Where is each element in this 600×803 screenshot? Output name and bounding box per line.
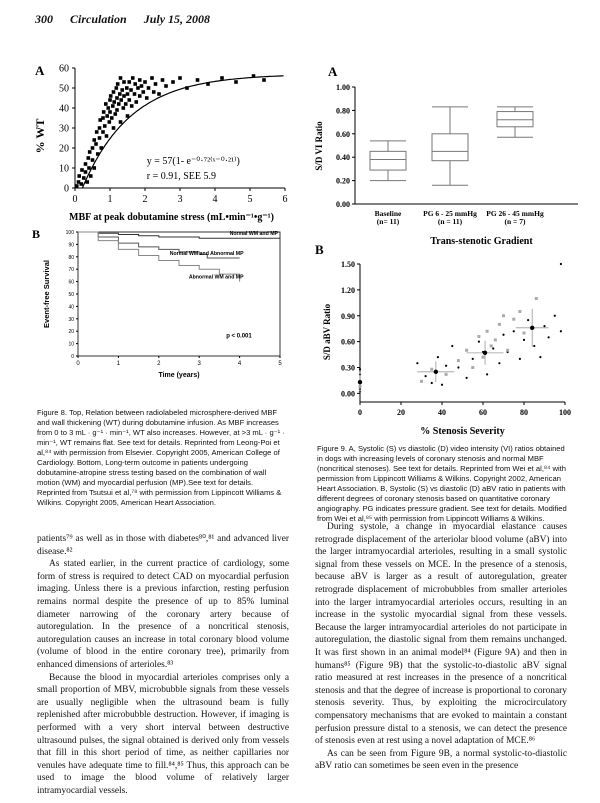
panel-label: A (328, 64, 338, 79)
data-point (445, 365, 447, 367)
data-point (147, 86, 151, 90)
data-point (512, 318, 515, 321)
data-point (548, 336, 550, 338)
y-tick-label: 30 (68, 316, 74, 323)
data-point (82, 176, 86, 180)
data-point (129, 88, 133, 92)
y-tick-label: 100 (65, 230, 74, 236)
data-point (112, 100, 116, 104)
data-point (498, 323, 501, 326)
data-point (84, 162, 88, 166)
data-point (113, 112, 117, 116)
figure-8a-scatter (30, 58, 295, 226)
data-point (486, 373, 488, 375)
figure-9-caption: Figure 9. A, Systolic (S) vs diastolic (D) video intensity (VI) ratios obtained in dogs with increasing levels of coronary stenosis and normal MBF (noncritical stenoses). See text for details. Reprinted from Wei et al,⁸⁴ with permission from Lippincott Williams & Wilkins. Copyright 2002, American Heart Association. B, Systolic (S) vs diastolic (D) aBV ratio in patients with different degrees of coronary stenosis based on quantitative coronary angiography. PG indicates pressure gradient. See text for details. Modified from Wei et al,⁸⁵ with permission from Lippincott Williams & Wilkins. (317, 444, 567, 523)
x-tick-label: 4 (237, 361, 242, 367)
mean-point (434, 370, 438, 374)
data-point (131, 76, 135, 80)
page-number: 300 (35, 12, 53, 26)
data-point (143, 80, 147, 84)
box (497, 112, 533, 127)
data-point (471, 366, 474, 369)
x-axis-label: Time (years) (158, 372, 200, 379)
paragraph: patients⁷⁹ as well as in those with diabetes⁸⁰,⁸¹ and advanced liver disease.⁸² (37, 534, 289, 557)
y-tick-label: 0.30 (341, 363, 355, 373)
data-point (117, 102, 121, 106)
data-point (80, 182, 84, 186)
data-point (98, 126, 102, 130)
data-point (101, 130, 105, 134)
data-point (506, 349, 509, 352)
data-point (80, 168, 84, 172)
x-tick-label: 5 (247, 194, 253, 205)
data-point (535, 297, 538, 300)
data-point (104, 102, 108, 106)
data-point (519, 358, 521, 360)
data-point (94, 142, 98, 146)
data-point (523, 332, 526, 335)
data-point (122, 106, 126, 110)
x-axis-label: % Stenosis Severity (420, 426, 505, 437)
data-point (472, 358, 474, 360)
figure-9a-boxplot (310, 62, 585, 247)
box (370, 151, 406, 170)
category-label: PG 26 - 45 mmHg (486, 209, 544, 218)
data-point (513, 330, 515, 332)
y-tick-label: 0.20 (336, 176, 350, 186)
data-point (127, 98, 131, 102)
data-point (164, 84, 168, 88)
data-point (498, 362, 500, 364)
data-point (539, 356, 541, 358)
y-tick-label: 0.80 (336, 106, 350, 116)
x-tick-label: 100 (559, 408, 571, 417)
data-point (533, 345, 535, 347)
data-point (171, 80, 175, 84)
y-tick-label: 40 (59, 103, 69, 115)
data-point (527, 319, 529, 321)
data-point (543, 325, 545, 327)
data-point (560, 330, 562, 332)
data-point (150, 76, 154, 80)
data-point (486, 330, 489, 333)
data-point (465, 349, 468, 352)
data-point (145, 96, 149, 100)
p-value: p < 0.001 (226, 333, 252, 340)
issue-date: July 15, 2008 (143, 12, 211, 26)
data-point (262, 78, 266, 82)
data-point (494, 338, 497, 341)
data-point (425, 375, 427, 377)
data-point (125, 86, 129, 90)
data-point (89, 174, 93, 178)
data-point (120, 88, 124, 92)
category-n: (n= 11) (376, 217, 400, 226)
fit-equation: y = 57(1- e⁻⁰·⁷²⁽ˣ⁻⁰·²¹⁾) (146, 156, 240, 167)
y-tick-label: 30 (59, 123, 69, 135)
mean-point (530, 326, 534, 330)
data-point (105, 134, 109, 138)
data-point (359, 368, 361, 370)
data-point (91, 158, 95, 162)
x-tick-label: 80 (520, 408, 528, 417)
x-tick-label: 0 (358, 408, 362, 417)
data-point (119, 76, 123, 80)
data-point (154, 82, 158, 86)
y-tick-label: 0.40 (336, 153, 350, 163)
data-point (91, 146, 95, 150)
y-tick-label: 0 (71, 354, 74, 360)
x-tick-label: 2 (157, 361, 161, 367)
x-tick-label: 3 (177, 194, 183, 205)
data-point (141, 90, 145, 94)
data-point (234, 80, 238, 84)
y-tick-label: 1.00 (336, 83, 350, 92)
figure-8-caption: Figure 8. Top, Relation between radiolabeled microsphere-derived MBF and wall thickening (WT) during dobutamine infusion. As MBF increases from 0 to 3 mL · g⁻¹ · min⁻¹, WT also increases. However, at >3 mL · g⁻¹ · min⁻¹, WT remains flat. See text for details. Reprinted from Leong-Poi et al,⁸⁴ with permission from Elsevier. Copyright 2005, American College of Cardiology. Bottom, Long-term outcome in patients undergoing dobutamine-atropine stress testing based on the combination of wall motion (WM) and myocardial perfusion (MP).See text for details. Reprinted from Tsutsui et al,⁷⁸ with permission from Lippincott Williams & Wilkins. Copyright 2005, American Heart Association. (37, 408, 285, 507)
x-tick-label: 0 (72, 194, 78, 205)
data-point (84, 170, 88, 174)
series-label: Normal WM and Abnormal MP (169, 251, 244, 258)
y-tick-label: 20 (68, 329, 74, 336)
box (432, 134, 468, 161)
data-point (103, 124, 107, 128)
y-tick-label: 10 (59, 163, 69, 175)
x-tick-label: 6 (282, 194, 288, 205)
data-point (157, 92, 161, 96)
data-point (75, 184, 79, 188)
y-axis-label: S/D aBV Ratio (322, 303, 332, 361)
data-point (477, 335, 480, 338)
paragraph: During systole, a change in myocardial elastance causes retrograde displacement of the arteriolar blood volume (aBV) into the larger intramyocardial arterioles, resulting in a small systolic signal from these vessels on MCE. In the presence of a stenosis, because aBV is larger as a result of autoregulation, greater retrograde displacement of microbubbles from smaller arterioles into the larger intramyocardial arterioles occurs, resulting in an increase in the systolic myocardial signal from these vessels. Because the larger intramyocardial arterioles do not participate in autoregulation, the diastolic signal from them remains unchanged. It was first shown in an animal model⁸⁴ (Figure 9A) and then in humans⁸⁵ (Figure 9B) that the systolic-to-diastolic aBV signal ratio measured at rest increases in the presence of a noncritical stenosis and that the degree of increase is proportional to coronary stenosis severity. Thus, by exploiting the microcirculatory compensatory mechanisms that are evoked to maintain a constant perfusion pressure distal to a stenosis, we can detect the presence of stenosis even at rest using a novel adaptation of MCE.⁸⁶ (315, 522, 567, 747)
running-header (35, 12, 224, 27)
data-point (130, 104, 134, 108)
data-point (457, 366, 459, 368)
data-point (430, 368, 433, 371)
y-tick-label: 40 (68, 304, 74, 311)
category-n: (n = 7) (504, 217, 526, 226)
mean-point (483, 351, 487, 355)
x-tick-label: 3 (197, 361, 201, 367)
data-point (112, 90, 116, 94)
series-label: Normal WM and MP (229, 231, 278, 238)
y-tick-label: 0.60 (336, 129, 350, 139)
data-point (95, 130, 99, 134)
data-point (108, 110, 112, 114)
data-point (108, 120, 112, 124)
mean-point (358, 380, 362, 384)
data-point (87, 156, 91, 160)
data-point (445, 373, 448, 376)
data-point (554, 315, 556, 317)
x-tick-label: 0 (76, 361, 80, 367)
data-point (420, 380, 423, 383)
x-axis-label: Trans-stenotic Gradient (430, 236, 533, 247)
category-n: (n = 11) (437, 217, 463, 226)
data-point (116, 82, 120, 86)
y-tick-label: 0.00 (341, 389, 355, 399)
y-tick-label: 1.50 (341, 260, 355, 269)
journal-name: Circulation (70, 12, 127, 26)
y-axis-label: % WT (33, 118, 47, 154)
paragraph: Because the blood in myocardial arterioles comprises only a small proportion of MBV, microbubble signals from these vessels are usually negligible when the ultrasound beam is fully replenished after microbubble destruction. However, if imaging is performed with a very short interval between destructive ultrasound pulses, the signal obtained is derived only from vessels that fill in this short period of time, as neither capillaries nor venules have adequate time to fill.⁸⁴,⁸⁵ Thus, this approach can be used to image the blood volume of relatively larger intramyocardial vessels. (37, 672, 289, 796)
series-label: Abnormal WM and MP (188, 274, 244, 281)
y-tick-label: 10 (68, 341, 74, 348)
data-point (437, 356, 439, 358)
data-point (502, 314, 505, 317)
data-point (133, 82, 137, 86)
fit-stats: r = 0.91, SEE 5.9 (146, 171, 216, 182)
data-point (106, 106, 110, 110)
data-point (122, 94, 126, 98)
category-label: Baseline (374, 209, 402, 218)
data-point (102, 110, 106, 114)
data-point (502, 334, 504, 336)
data-point (138, 78, 142, 82)
x-tick-label: 1 (116, 361, 121, 367)
data-point (87, 166, 91, 170)
data-point (88, 150, 92, 154)
data-point (77, 174, 81, 178)
y-tick-label: 90 (68, 242, 74, 249)
y-tick-label: 60 (68, 279, 74, 286)
data-point (196, 78, 200, 82)
data-point (127, 80, 131, 84)
data-point (119, 98, 123, 102)
y-tick-label: 20 (59, 143, 69, 155)
data-point (134, 100, 138, 104)
data-point (98, 136, 102, 140)
x-tick-label: 5 (278, 361, 282, 367)
y-tick-label: 80 (68, 254, 74, 261)
category-label: PG 6 - 25 mmHg (423, 209, 477, 218)
y-axis-label: Event-free Survival (42, 260, 51, 328)
y-tick-label: 50 (59, 83, 69, 95)
data-point (115, 108, 119, 112)
data-point (92, 138, 96, 142)
data-point (523, 339, 525, 341)
y-tick-label: 50 (68, 292, 74, 298)
data-point (140, 84, 144, 88)
data-point (518, 310, 521, 313)
data-point (220, 76, 224, 80)
data-point (109, 94, 113, 98)
x-tick-label: 4 (212, 194, 218, 205)
data-point (178, 76, 182, 80)
panel-label: A (35, 63, 45, 78)
paragraph: As can be seen from Figure 9B, a normal systolic-to-diastolic aBV ratio can sometimes be seen even in the presence (315, 748, 567, 772)
data-point (560, 263, 562, 265)
x-axis-label: MBF at peak dobutamine stress (mL•min⁻¹•g⁻¹) (69, 212, 274, 223)
x-tick-label: 60 (479, 408, 487, 417)
data-point (492, 347, 494, 349)
y-tick-label: 0 (64, 183, 69, 195)
data-point (124, 102, 128, 106)
data-point (119, 120, 123, 124)
y-tick-label: 0.60 (341, 337, 355, 347)
data-point (466, 377, 468, 379)
data-point (482, 356, 485, 359)
x-tick-label: 2 (142, 194, 148, 205)
data-point (416, 362, 418, 364)
data-point (115, 86, 119, 90)
data-point (110, 116, 114, 120)
data-point (111, 104, 115, 108)
y-axis-label: S/D VI Ratio (314, 121, 324, 171)
x-tick-label: 1 (107, 194, 113, 205)
panel-label: B (315, 244, 324, 257)
x-tick-label: 20 (397, 408, 405, 417)
data-point (112, 126, 116, 130)
left-column-text (37, 533, 289, 797)
y-tick-label: 0.90 (341, 311, 355, 321)
data-point (457, 359, 460, 362)
right-column-text (315, 521, 567, 773)
data-point (108, 98, 112, 102)
x-tick-label: 40 (438, 408, 446, 417)
y-tick-label: 70 (68, 267, 74, 274)
data-point (441, 384, 443, 386)
panel-label: B (32, 227, 41, 241)
data-point (451, 345, 453, 347)
paragraph: As stated earlier, in the current practice of cardiology, some form of stress is required to detect CAD on myocardial perfusion imaging. Unless there is a previous infarction, resting perfusion remains normal despite the presence of up to 85% luminal diameter narrowing of the coronary artery because of autoregulation. In the presence of a noncritical stenosis, autoregulation causes an increase in total coronary blood volume (volume of blood in the entire coronary tree), primarily from enhanced dimensions of arterioles.⁸³ (37, 559, 289, 670)
y-tick-label: 60 (59, 63, 69, 75)
data-point (152, 90, 156, 94)
y-tick-label: 1.20 (341, 285, 355, 295)
figure-9b-scatter (310, 244, 585, 444)
figure-8b-survival-curve (30, 226, 300, 386)
data-point (133, 92, 137, 96)
data-point (490, 344, 493, 347)
data-point (118, 92, 122, 96)
data-point (115, 96, 119, 100)
y-tick-label: 0.00 (336, 200, 350, 209)
data-point (478, 341, 480, 343)
data-point (138, 94, 142, 98)
data-point (431, 382, 433, 384)
data-point (161, 78, 165, 82)
data-point (136, 86, 140, 90)
data-point (126, 92, 130, 96)
data-point (101, 116, 105, 120)
data-point (105, 114, 109, 118)
data-point (122, 80, 126, 84)
